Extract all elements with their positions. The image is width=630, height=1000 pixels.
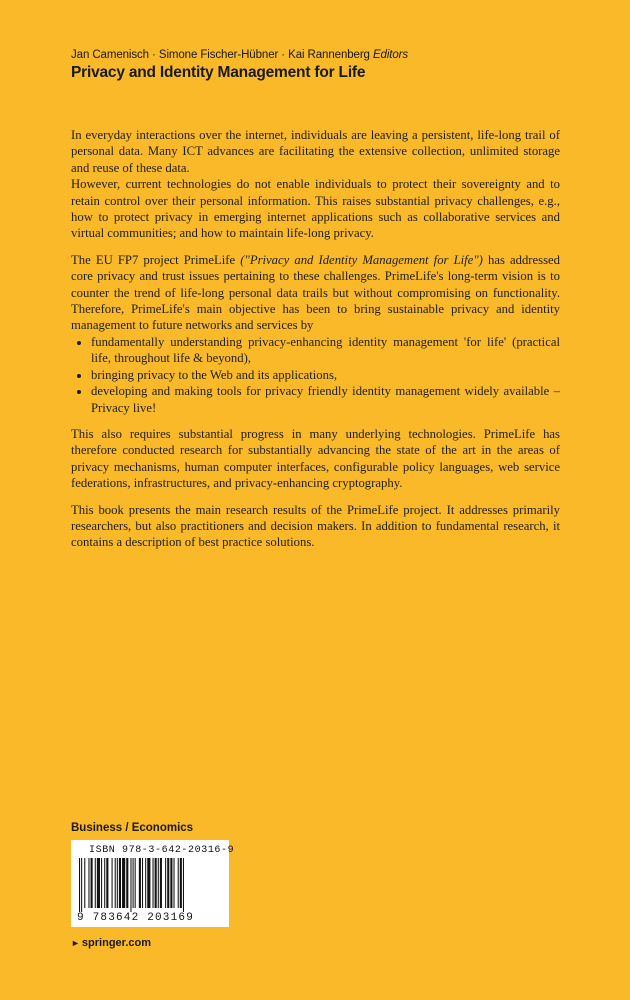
blurb-paragraph-3: This also requires substantial progress in many underlying technologies. PrimeLife has therefore conducted research for substantially advancing the state of the art in the areas of privacy mechanisms, human computer interfaces, configurable policy languages, web service federations, infrastructures, and privacy-enhancing cryptography. <box>71 426 560 491</box>
editors-line <box>71 49 408 61</box>
blurb-text <box>71 127 560 561</box>
publisher-name: springer.com <box>81 937 151 949</box>
editors-role: Editors <box>372 49 409 61</box>
isbn-text: ISBN 978-3-642-20316-9 <box>89 845 235 856</box>
barcode-icon <box>77 858 223 912</box>
blurb-paragraph-2-rest: has addressed core privacy and trust issues pertaining to these challenges. PrimeLife's long-term vision is to counter the trend of life-long personal data trails but without compromising on functionality. Therefore, PrimeLife's main objective has been to bring sustainable privacy and identity management to future networks and services by <box>71 252 561 333</box>
list-item: • fundamentally understanding privacy-enhancing identity management 'for life' (practical life, throughout life & beyond), <box>91 334 560 367</box>
blurb-paragraph-1a: In everyday interactions over the internet, individuals are leaving a persistent, life-long trail of personal data. Many ICT advances are facilitating the extensive collection, unlimited storage and reuse of these data. <box>71 128 560 175</box>
category-label: Business / Economics <box>71 822 194 834</box>
blurb-paragraph-2-start: The EU FP7 project PrimeLife <box>71 252 236 267</box>
publisher-link[interactable] <box>71 937 151 949</box>
arrow-right-icon: ► <box>71 938 80 948</box>
list-item: • bringing privacy to the Web and its applications, <box>91 367 560 383</box>
list-item: • developing and making tools for privacy friendly identity management widely available – Privacy live! <box>91 383 560 416</box>
barcode-digits: 9 783642 203169 <box>77 912 195 924</box>
editor-names: Jan Camenisch · Simone Fischer-Hübner · Kai Rannenberg <box>71 49 370 61</box>
blurb-paragraph-2-italic: ("Privacy and Identity Management for Life") <box>240 252 483 267</box>
blurb-bullet-list <box>71 334 560 416</box>
blurb-paragraph-1b: However, current technologies do not enable individuals to protect their sovereignty and to retain control over their personal information. This raises substantial privacy challenges, e.g., how to protect privacy in emerging internet applications such as collaborative services and virtual communities; and how to maintain life-long privacy. <box>71 177 560 241</box>
blurb-paragraph-2 <box>71 252 560 334</box>
barcode-box <box>71 840 235 927</box>
book-title: Privacy and Identity Management for Life <box>71 64 366 81</box>
blurb-paragraph-4: This book presents the main research results of the PrimeLife project. It addresses primarily researchers, but also practitioners and decision makers. In addition to fundamental research, it contains a description of best practice solutions. <box>71 502 560 550</box>
